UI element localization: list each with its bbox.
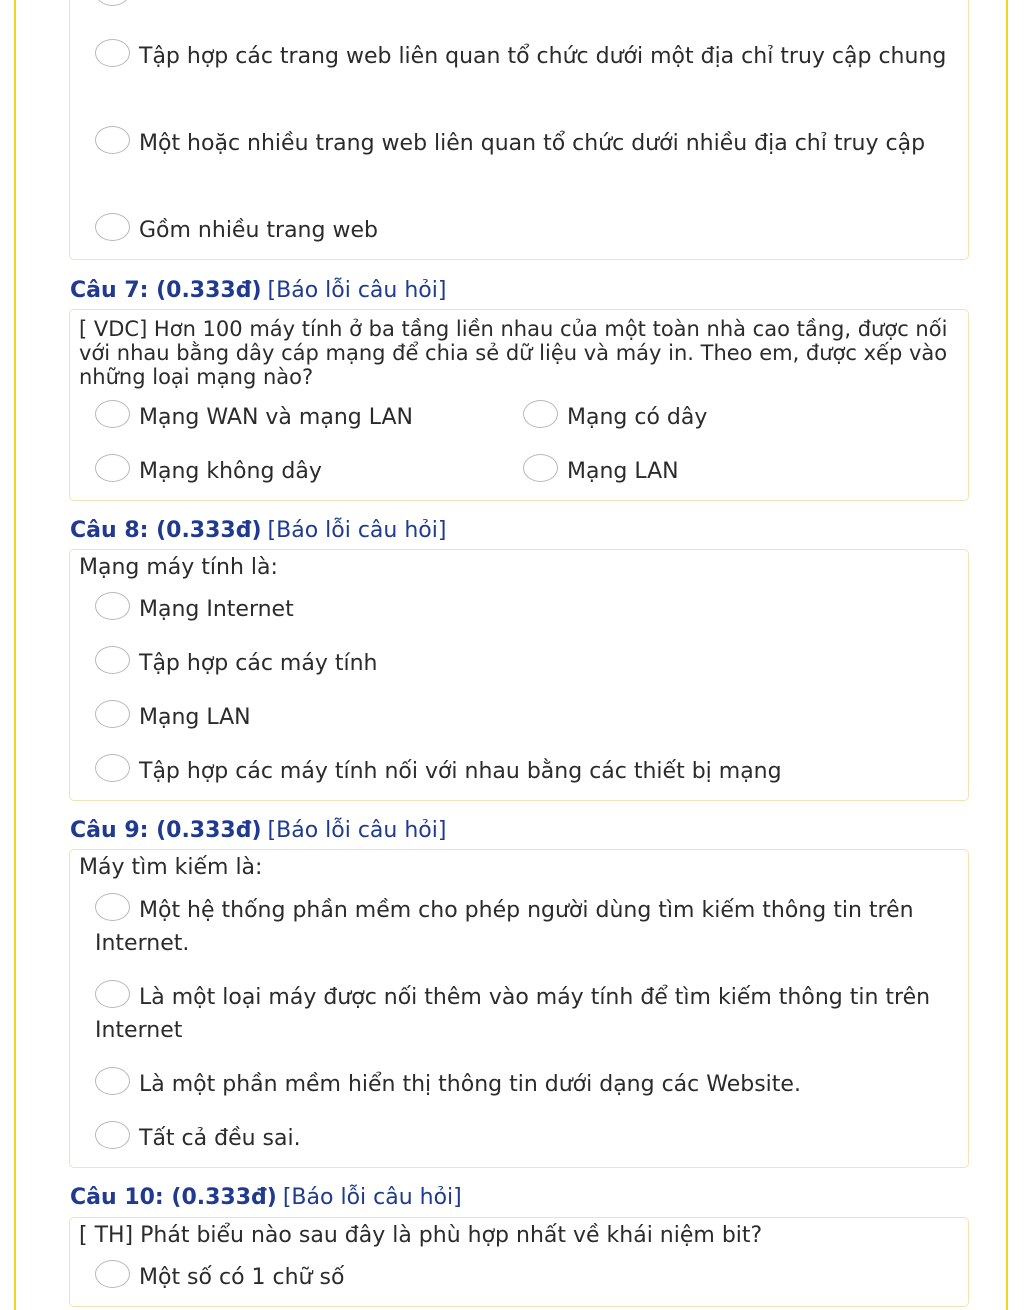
question-7-header xyxy=(70,277,446,305)
radio-button[interactable] xyxy=(95,1121,130,1149)
option-text: Tập hợp các trang web liên quan tổ chức dưới một địa chỉ truy cập chung xyxy=(139,44,947,69)
question-8-header xyxy=(70,517,446,545)
option-text: Mạng không dây xyxy=(139,459,322,484)
option-text: Một hoặc nhiều trang web liên quan tổ chức dưới nhiều địa chỉ truy cập xyxy=(139,131,926,156)
option-7-4[interactable] xyxy=(523,455,943,488)
option-text: Là một loại máy được nối thêm vào máy tính để tìm kiếm thông tin trên Internet xyxy=(95,985,931,1043)
option-text: Tập hợp các máy tính nối với nhau bằng các thiết bị mạng xyxy=(139,759,782,784)
option-text: Mạng LAN xyxy=(567,459,679,484)
question-number: Câu 10: (0.333đ) xyxy=(70,1185,277,1210)
question-10-header xyxy=(70,1184,462,1212)
option-text: Tất cả đều sai. xyxy=(139,1126,301,1151)
option-text: Mạng Internet xyxy=(139,597,294,622)
question-stem: [ VDC] Hơn 100 máy tính ở ba tầng liền nhau của một toàn nhà cao tầng, được nối với nhau bằng dây cáp mạng để chia sẻ dữ liệu và máy in. Theo em, được xếp vào những loại mạng nào? xyxy=(79,317,948,389)
question-9-header xyxy=(70,817,446,845)
radio-button[interactable] xyxy=(95,454,130,482)
radio-button[interactable] xyxy=(95,700,130,728)
option-6-2[interactable] xyxy=(95,40,955,73)
question-6-box xyxy=(69,0,969,260)
radio-button[interactable] xyxy=(95,646,130,674)
option-7-3[interactable] xyxy=(95,455,515,488)
option-9-4[interactable] xyxy=(95,1122,955,1155)
radio-button[interactable] xyxy=(95,1067,130,1095)
question-number: Câu 7: (0.333đ) xyxy=(70,278,262,303)
radio-button[interactable] xyxy=(95,213,130,241)
question-stem: [ TH] Phát biểu nào sau đây là phù hợp nhất về khái niệm bit? xyxy=(79,1223,763,1248)
option-9-3[interactable] xyxy=(95,1068,955,1101)
option-8-4[interactable] xyxy=(95,755,955,788)
option-7-2[interactable] xyxy=(523,401,943,434)
radio-button[interactable] xyxy=(95,0,130,6)
option-text: Tập hợp các máy tính xyxy=(139,651,378,676)
question-8-box xyxy=(69,549,969,801)
option-8-3[interactable] xyxy=(95,701,955,734)
radio-button[interactable] xyxy=(95,592,130,620)
option-6-3[interactable] xyxy=(95,127,955,160)
option-7-1[interactable] xyxy=(95,401,515,434)
radio-button[interactable] xyxy=(95,754,130,782)
radio-button[interactable] xyxy=(523,454,558,482)
option-text xyxy=(95,0,955,3)
option-6-4[interactable] xyxy=(95,214,955,247)
question-number: Câu 9: (0.333đ) xyxy=(70,818,262,843)
radio-button[interactable] xyxy=(95,980,130,1008)
question-9-box xyxy=(69,849,969,1168)
question-stem: Máy tìm kiếm là: xyxy=(79,855,263,880)
option-9-2[interactable] xyxy=(95,981,955,1047)
report-error-link[interactable]: [Báo lỗi câu hỏi] xyxy=(267,278,447,303)
option-6-1[interactable] xyxy=(95,0,955,3)
option-text: Mạng LAN xyxy=(139,705,251,730)
radio-button[interactable] xyxy=(95,893,130,921)
radio-button[interactable] xyxy=(95,1260,130,1288)
option-8-1[interactable] xyxy=(95,593,955,626)
question-stem: Mạng máy tính là: xyxy=(79,555,278,580)
radio-button[interactable] xyxy=(95,400,130,428)
option-text: Mạng WAN và mạng LAN xyxy=(139,405,413,430)
option-text: Là một phần mềm hiển thị thông tin dưới dạng các Website. xyxy=(139,1072,801,1097)
report-error-link[interactable]: [Báo lỗi câu hỏi] xyxy=(267,818,447,843)
option-9-1[interactable] xyxy=(95,894,955,960)
radio-button[interactable] xyxy=(95,39,130,67)
option-text: Gồm nhiều trang web xyxy=(139,218,378,243)
report-error-link[interactable]: [Báo lỗi câu hỏi] xyxy=(267,518,447,543)
question-10-box xyxy=(69,1217,969,1307)
question-number: Câu 8: (0.333đ) xyxy=(70,518,262,543)
question-7-box xyxy=(69,309,969,501)
option-text: Một hệ thống phần mềm cho phép người dùng tìm kiếm thông tin trên Internet. xyxy=(95,898,914,956)
option-8-2[interactable] xyxy=(95,647,955,680)
radio-button[interactable] xyxy=(95,126,130,154)
radio-button[interactable] xyxy=(523,400,558,428)
option-10-1[interactable] xyxy=(95,1261,955,1294)
option-text: Mạng có dây xyxy=(567,405,708,430)
option-text: Một số có 1 chữ số xyxy=(139,1265,345,1290)
report-error-link[interactable]: [Báo lỗi câu hỏi] xyxy=(282,1185,462,1210)
